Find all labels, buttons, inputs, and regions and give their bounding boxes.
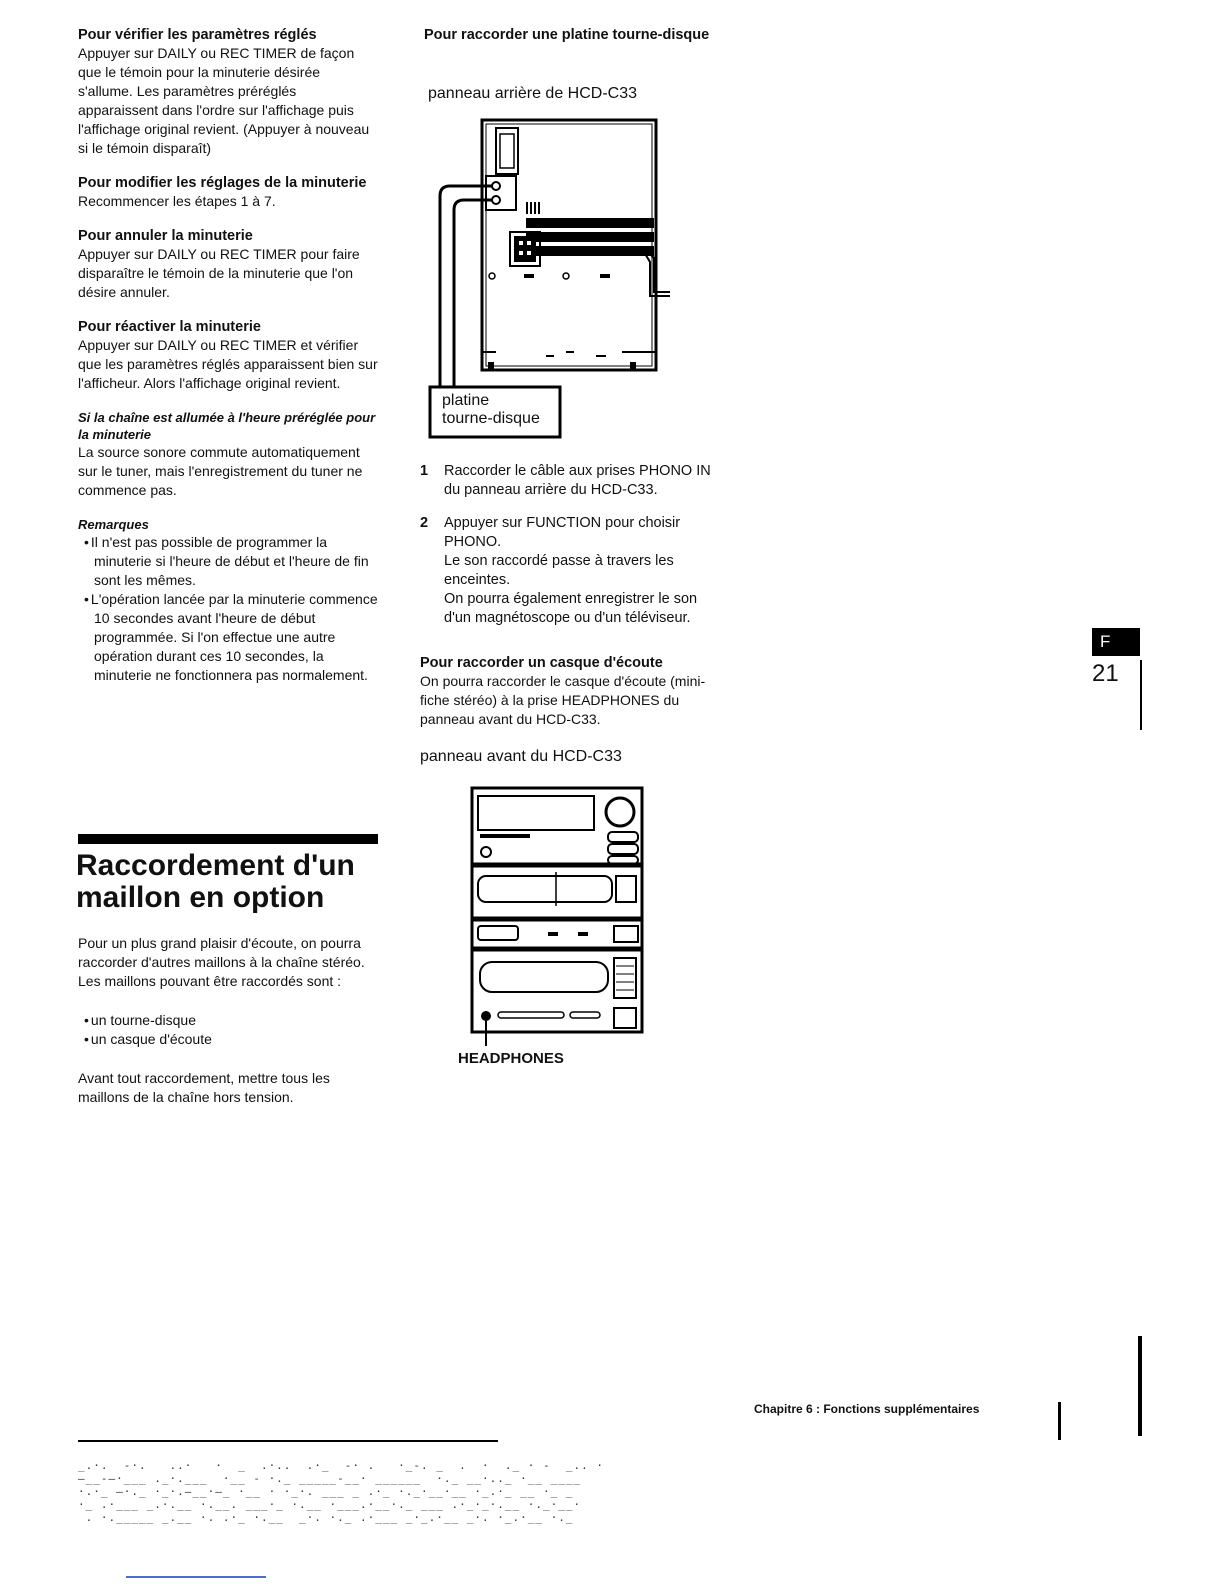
- headphones-section: [420, 654, 724, 767]
- heading-power-on: Si la chaîne est allumée à l'heure préréglée pour la minuterie: [78, 410, 376, 442]
- body-reactivate: Appuyer sur DAILY ou REC TIMER et vérifier que les paramètres réglés apparaissent bien sur l'afficheur. Alors l'affichage original revient.: [78, 337, 378, 391]
- turntable-heading: Pour raccorder une platine tourne-disque: [424, 27, 710, 43]
- section-rule: [78, 834, 378, 844]
- headphones-heading: Pour raccorder un casque d'écoute: [420, 655, 663, 671]
- step-text: Raccorder le câble aux prises PHONO IN du panneau arrière du HCD-C33.: [444, 463, 711, 498]
- turntable-callout: platine tourne-disque: [442, 392, 540, 427]
- section-title-line1: Raccordement d'un: [76, 849, 355, 882]
- page-number: 21: [1092, 660, 1119, 687]
- language-tab: F: [1092, 628, 1140, 656]
- step-2: [420, 514, 720, 628]
- step-text: Appuyer sur FUNCTION pour choisir PHONO.: [444, 515, 681, 550]
- front-panel-label: panneau avant du HCD-C33: [420, 748, 622, 765]
- section-verify: [78, 26, 378, 158]
- heading-cancel: Pour annuler la minuterie: [78, 228, 253, 244]
- step-text: Le son raccordé passe à travers les enceintes.: [444, 553, 674, 588]
- body-modify: Recommencer les étapes 1 à 7.: [78, 193, 276, 209]
- step-number: 1: [420, 463, 429, 479]
- step-number: 2: [420, 515, 429, 531]
- scan-bottom-rule: [126, 1576, 266, 1578]
- heading-verify: Pour vérifier les paramètres réglés: [78, 27, 317, 43]
- left-column: [78, 26, 378, 701]
- scan-noise: _.·. -·. ..· · _ .·.. .·_ -· . ·_-. _ . · ._ · - _.. · —__-—·___ ._·.___ ·__ - ·._ _____-__· ______ ·._ __·.._ ·__ ____ ·.·_ —·._ ·_·.—__·—_ ·__ · ·_·. ___ _ .·_ ·._·__·__ ·_.·_ __ ·_ _ ·_ .·___ _.·.__ ·.__. ___·_ ·.__ ·___.·__·._ ___ .·_·_·.__ ·._·__· . ·._____ _.__ ·. .·_ ·.__ _·. ·._ .·___ _·_.·__ _·. ·_.·__ ·._: [78, 1459, 604, 1524]
- section-power-on: [78, 409, 378, 500]
- section-outro: Avant tout raccordement, mettre tous les maillons de la chaîne hors tension.: [78, 1070, 330, 1105]
- heading-remarks: Remarques: [78, 517, 149, 532]
- section-list-item: • un tourne-disque: [82, 1011, 368, 1030]
- section-body: [78, 934, 368, 1107]
- headphone-jack-icon: [481, 1011, 491, 1046]
- tab-edge-line: [1140, 660, 1142, 730]
- section-title: [76, 850, 396, 914]
- turntable-steps: [420, 462, 720, 642]
- connector-block-icon: [510, 232, 540, 266]
- section-reactivate: [78, 318, 378, 393]
- step-1: [420, 462, 720, 500]
- footer-chapter: Chapitre 6 : Fonctions supplémentaires: [754, 1402, 980, 1416]
- remark-item: • L'opération lancée par la minuterie commence 10 secondes avant l'heure de début programmée. Si l'on effectue une autre opération durant ces 10 secondes, la minuterie ne fonctionnera pas normalement.: [82, 590, 378, 685]
- section-modify: [78, 174, 378, 211]
- remark-item: • Il n'est pas possible de programmer la minuterie si l'heure de début et l'heure de fin sont les mêmes.: [82, 533, 378, 590]
- headphones-body: On pourra raccorder le casque d'écoute (mini-fiche stéréo) à la prise HEADPHONES du panneau avant du HCD-C33.: [420, 673, 706, 727]
- section-cancel: [78, 227, 378, 302]
- section-intro: Pour un plus grand plaisir d'écoute, on pourra raccorder d'autres maillons à la chaîne stéréo. Les maillons pouvant être raccordés sont :: [78, 935, 365, 989]
- body-power-on: La source sonore commute automatiquement sur le tuner, mais l'enregistrement du tuner ne commence pas.: [78, 444, 363, 498]
- body-cancel: Appuyer sur DAILY ou REC TIMER pour faire disparaître le témoin de la minuterie que l'on désire annuler.: [78, 246, 360, 300]
- body-verify: Appuyer sur DAILY ou REC TIMER de façon que le témoin pour la minuterie désirée s'allume. Les paramètres préréglés apparaissent dans l'ordre sur l'affichage puis l'affichage original revient. (Appuyer à nouveau si le témoin disparaît): [78, 45, 370, 156]
- section-title-line2: maillon en option: [76, 881, 325, 914]
- section-remarks: [78, 516, 378, 685]
- heading-reactivate: Pour réactiver la minuterie: [78, 319, 261, 335]
- section-list-item: • un casque d'écoute: [82, 1030, 368, 1049]
- front-panel-diagram: [468, 786, 648, 1052]
- footer-tick: [1058, 1402, 1061, 1440]
- vent-grille-icon: [526, 202, 654, 256]
- right-margin-rule: [1138, 1336, 1142, 1436]
- rear-panel-label: panneau arrière de HCD-C33: [428, 85, 637, 102]
- scan-rule: [78, 1440, 498, 1442]
- step-text: On pourra également enregistrer le son d'un magnétoscope ou d'un téléviseur.: [444, 591, 698, 626]
- headphones-jack-label: HEADPHONES: [458, 1050, 564, 1067]
- heading-modify: Pour modifier les réglages de la minuterie: [78, 175, 367, 191]
